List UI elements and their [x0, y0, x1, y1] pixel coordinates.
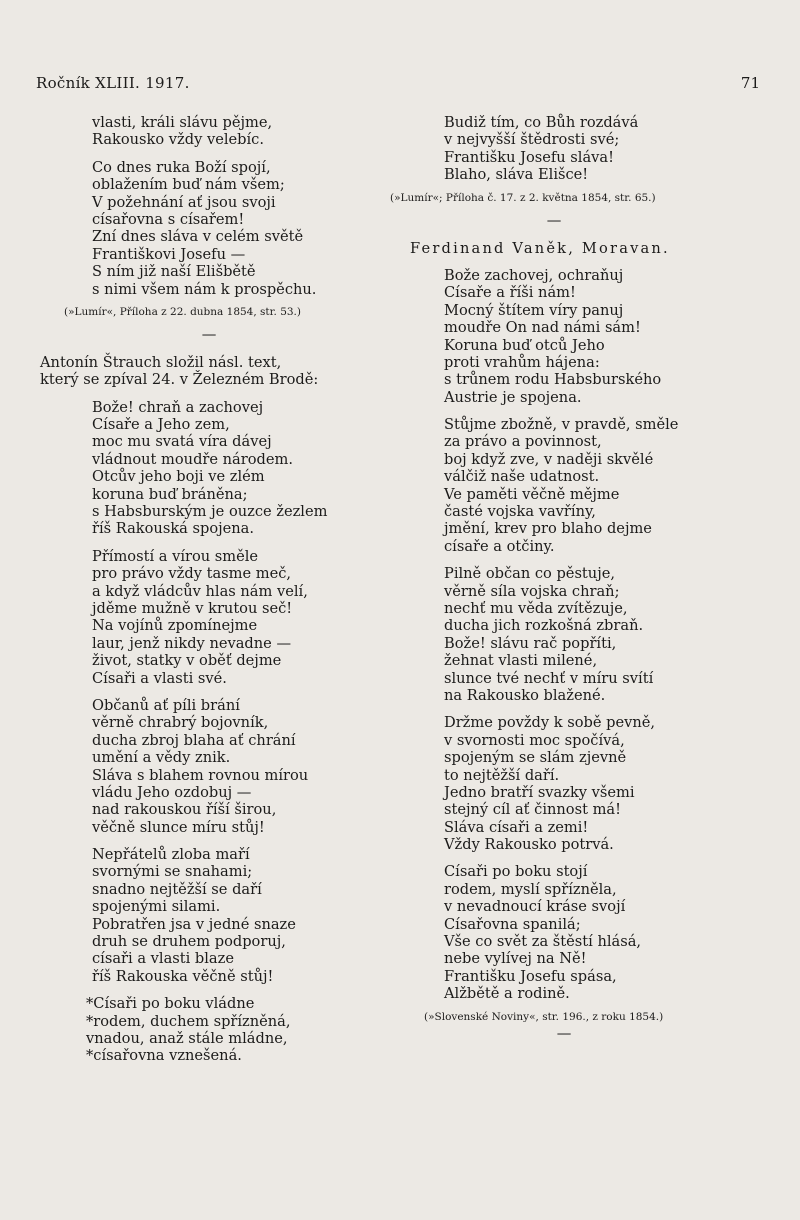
- verse-line: spojenými silami.: [92, 898, 221, 916]
- verse-line: moc mu svatá víra dávej: [92, 433, 272, 451]
- verse-line: Sláva císaři a zemi!: [444, 818, 589, 836]
- vanek-stanza-2: [444, 416, 764, 555]
- verse-line: pro právo vždy tasme meč,: [92, 565, 292, 583]
- verse-line: jděme mužně v krutou seč!: [92, 599, 293, 617]
- verse-line: který se zpíval 24. v Železném Brodě:: [40, 371, 319, 389]
- verse-line: v svornosti moc spočívá,: [444, 731, 625, 749]
- verse-line: *Císaři po boku vládne: [86, 995, 255, 1013]
- verse-line: císařovna s císařem!: [92, 210, 245, 228]
- verse-line: boj když zve, v naději skvělé: [444, 450, 654, 468]
- verse-line: vlasti, králi slávu pějme,: [92, 114, 273, 131]
- verse-line: svornými se snahami;: [92, 863, 253, 881]
- verse-line: Františku Josefu sláva!: [444, 148, 614, 166]
- verse-line: moudře On nad námi sám!: [444, 319, 641, 337]
- verse-line: s trůnem rodu Habsburského: [444, 371, 662, 389]
- section-dash: —: [546, 211, 562, 229]
- vanek-stanza-1: [444, 267, 764, 406]
- verse-line: Přímostí a vírou směle: [92, 547, 259, 565]
- verse-line: říš Rakouska věčně stůj!: [92, 967, 274, 985]
- strauch-stanza-2: [92, 548, 392, 687]
- verse-line: Rakousko vždy velebíc.: [92, 131, 264, 149]
- verse-line: Františku Josefu spása,: [444, 967, 617, 985]
- strauch-stanza-1: [92, 399, 392, 538]
- verse-line: žehnat vlasti milené,: [444, 652, 598, 670]
- vanek-stanza-4: [444, 714, 764, 853]
- verse-line: Držme povždy k sobě pevně,: [444, 714, 656, 732]
- verse-line: říš Rakouská spojena.: [92, 520, 255, 538]
- section-dash: —: [201, 325, 217, 343]
- intro-strauch: [40, 354, 392, 389]
- verse-line: Bože zachovej, ochraňuj: [444, 266, 624, 284]
- verse-line: Císaře a Jeho zem,: [92, 416, 230, 434]
- verse-line: nechť mu věda zvítězuje,: [444, 599, 628, 617]
- verse-line: slunce tvé nechť v míru svítí: [444, 669, 654, 687]
- verse-line: Nepřátelů zloba maří: [92, 846, 250, 864]
- verse-line: s nimi všem nám k prospěchu.: [92, 280, 317, 298]
- strauch-stanza-5: [86, 995, 392, 1065]
- verse-line: v nevadnoucí kráse svojí: [444, 898, 626, 916]
- poem-tail-right: [444, 114, 764, 184]
- verse-line: za právo a povinnost,: [444, 433, 602, 451]
- verse-line: život, statky v oběť dejme: [92, 652, 282, 670]
- vanek-stanza-5: [444, 863, 764, 1002]
- poem1-tail: [92, 114, 392, 149]
- verse-line: proti vrahům hájena:: [444, 353, 600, 371]
- verse-line: *rodem, duchem spřízněná,: [86, 1012, 291, 1030]
- verse-line: Austrie je spojena.: [444, 388, 582, 406]
- verse-line: válčiž naše udatnost.: [444, 468, 600, 486]
- verse-line: ducha zbroj blaha ať chrání: [92, 731, 296, 749]
- verse-line: stejný cíl ať činnost má!: [444, 801, 621, 819]
- verse-line: císaře a otčiny.: [444, 537, 555, 555]
- verse-line: umění a vědy znik.: [92, 749, 231, 767]
- verse-line: rodem, myslí spřízněla,: [444, 880, 617, 898]
- verse-line: věrně chrabrý bojovník,: [92, 714, 269, 732]
- verse-line: oblažením buď nám všem;: [92, 176, 285, 194]
- verse-line: Jedno bratří svazky všemi: [444, 783, 635, 801]
- verse-line: nebe vylívej na Ně!: [444, 950, 587, 968]
- verse-line: Císaři a vlasti své.: [92, 669, 227, 687]
- verse-line: věčně slunce míru stůj!: [92, 818, 265, 836]
- right-column: [390, 114, 764, 1043]
- verse-line: Budiž tím, co Bůh rozdává: [444, 114, 639, 131]
- verse-line: vládnout moudře národem.: [92, 450, 293, 468]
- author-vanek: Ferdinand Vaněk, Moravan.: [410, 239, 670, 257]
- verse-line: koruna buď bráněna;: [92, 485, 248, 503]
- verse-line: Sláva s blahem rovnou mírou: [92, 766, 309, 784]
- verse-line: Alžbětě a rodině.: [444, 985, 570, 1003]
- verse-line: Vše co svět za štěstí hlásá,: [444, 933, 642, 951]
- verse-line: Císaři po boku stojí: [444, 863, 588, 881]
- verse-line: vnadou, anaž stále mládne,: [86, 1029, 288, 1047]
- vanek-stanza-3: [444, 565, 764, 704]
- verse-line: s Habsburským je ouzce žezlem: [92, 503, 328, 521]
- verse-line: spojeným se slám zjevně: [444, 749, 627, 767]
- volume-year: Ročník XLIII. 1917.: [36, 74, 190, 92]
- verse-line: V požehnání ať jsou svoji: [92, 193, 276, 211]
- verse-line: Koruna buď otců Jeho: [444, 336, 605, 354]
- verse-line: Ve paměti věčně mějme: [444, 485, 620, 503]
- verse-line: císaři a vlasti blaze: [92, 950, 234, 968]
- verse-line: Antonín Štrauch složil násl. text,: [40, 353, 282, 371]
- verse-line: Zní dnes sláva v celém světě: [92, 228, 304, 246]
- page-header: [36, 74, 760, 98]
- verse-line: laur, jenž nikdy nevadne —: [92, 634, 292, 652]
- verse-line: druh se druhem podporuj,: [92, 933, 286, 951]
- verse-line: Císařovna spanilá;: [444, 915, 581, 933]
- citation-lumir-2-may: (»Lumír«; Příloha č. 17. z 2. května 1854, str. 65.): [390, 191, 656, 204]
- verse-line: Mocný štítem víry panuj: [444, 301, 624, 319]
- verse-line: Pobratřen jsa v jedné snaze: [92, 915, 296, 933]
- citation-slovenske-noviny: (»Slovenské Noviny«, str. 196., z roku 1854.): [424, 1010, 664, 1023]
- verse-line: Občanů ať píli brání: [92, 696, 240, 714]
- left-column: [40, 114, 392, 1065]
- verse-line: Vždy Rakousko potrvá.: [444, 836, 614, 854]
- page-number: 71: [740, 74, 760, 92]
- verse-line: Františkovi Josefu —: [92, 245, 246, 263]
- verse-line: Co dnes ruka Boží spojí,: [92, 158, 271, 176]
- verse-line: Stůjme zbožně, v pravdě, směle: [444, 416, 679, 434]
- verse-line: S ním již naší Elišbětě: [92, 263, 256, 281]
- verse-line: a když vládcův hlas nám velí,: [92, 582, 308, 600]
- verse-line: Bože! slávu rač popříti,: [444, 634, 617, 652]
- verse-line: Císaře a říši nám!: [444, 284, 576, 302]
- verse-line: Bože! chraň a zachovej: [92, 398, 264, 416]
- verse-line: *císařovna vznešená.: [86, 1047, 242, 1065]
- section-dash: —: [556, 1024, 572, 1042]
- verse-line: Blaho, sláva Elišce!: [444, 166, 589, 184]
- verse-line: v nejvyšší štědrosti své;: [444, 131, 620, 149]
- verse-line: nad rakouskou říší širou,: [92, 801, 277, 819]
- strauch-stanza-3: [92, 697, 392, 836]
- verse-line: Pilně občan co pěstuje,: [444, 565, 615, 583]
- citation-lumir-22-april: (»Lumír«, Příloha z 22. dubna 1854, str. 53.): [64, 305, 301, 318]
- verse-line: Otcův jeho boji ve zlém: [92, 468, 265, 486]
- verse-line: vládu Jeho ozdobuj —: [92, 783, 252, 801]
- verse-line: na Rakousko blažené.: [444, 686, 606, 704]
- strauch-stanza-4: [92, 846, 392, 985]
- verse-line: jmění, krev pro blaho dejme: [444, 520, 652, 538]
- verse-line: věrně síla vojska chraň;: [444, 582, 620, 600]
- poem1-stanza: [92, 159, 392, 298]
- verse-line: časté vojska vavříny,: [444, 503, 596, 521]
- verse-line: snadno nejtěžší se daří: [92, 880, 262, 898]
- verse-line: ducha jich rozkošná zbraň.: [444, 617, 644, 635]
- verse-line: Na vojínů zpomínejme: [92, 617, 258, 635]
- verse-line: to nejtěžší daří.: [444, 766, 560, 784]
